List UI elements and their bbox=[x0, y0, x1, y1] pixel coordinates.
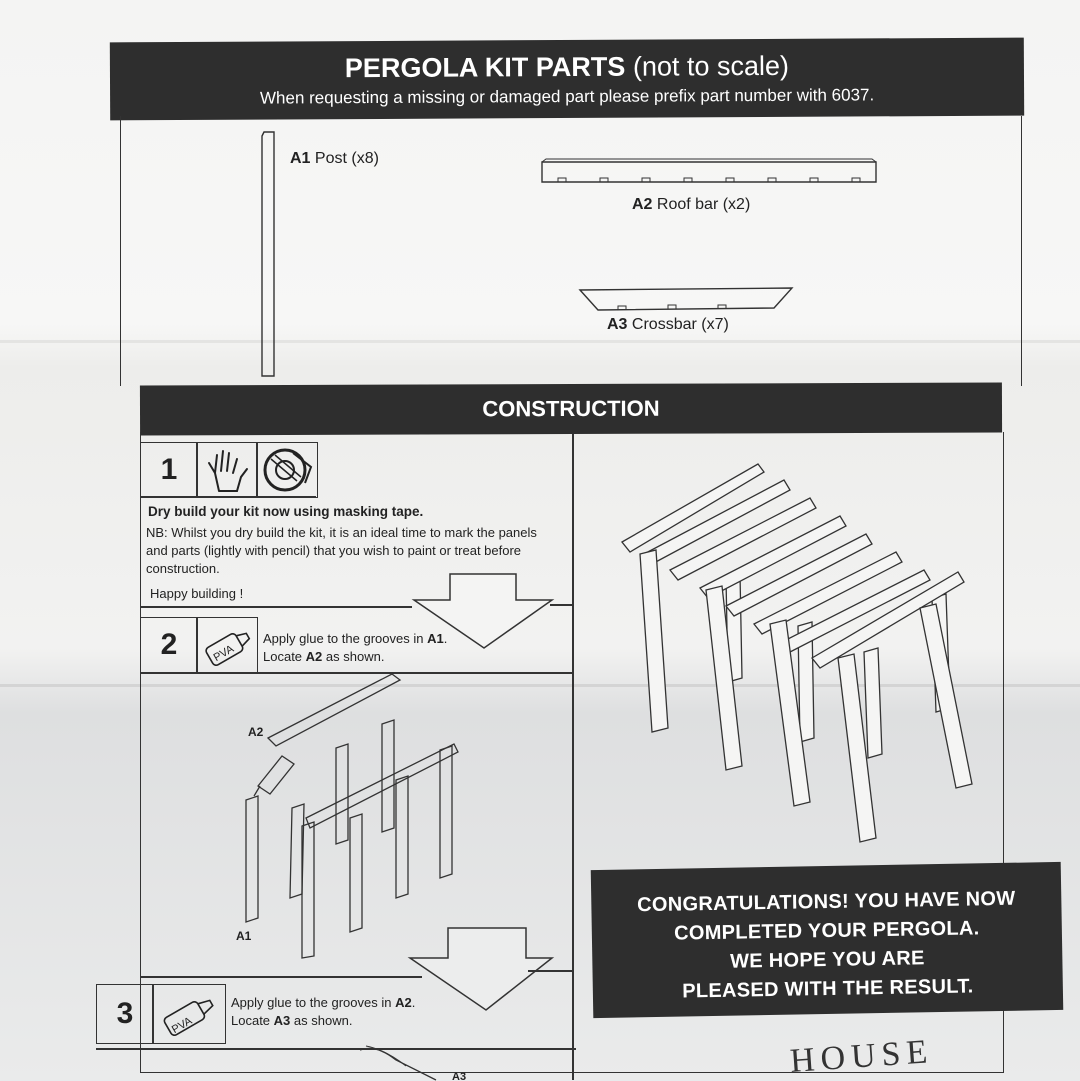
step-3-diagram bbox=[356, 1040, 476, 1080]
congrats-line: COMPLETED YOUR PERGOLA. bbox=[673, 917, 980, 945]
step-1-note: NB: Whilst you dry build the kit, it is an ideal time to mark the panels and parts (lightly with pencil) that you wish to paint or treat before construction. bbox=[146, 525, 537, 576]
step-3-top-rule bbox=[528, 970, 572, 972]
post-drawing bbox=[258, 126, 278, 376]
step-1-bottom-rule bbox=[140, 606, 412, 608]
step-1-number: 1 bbox=[140, 442, 198, 498]
step-1-happy: Happy building ! bbox=[150, 586, 244, 601]
masking-tape-icon bbox=[256, 442, 318, 498]
congratulations-box bbox=[591, 862, 1064, 1018]
part-label-a1: A1 Post (x8) bbox=[290, 150, 379, 167]
part-label-a3: A3 Crossbar (x7) bbox=[607, 316, 729, 333]
step-3-rule bbox=[96, 1048, 576, 1050]
pva-glue-icon bbox=[196, 617, 258, 673]
step-2-number: 2 bbox=[140, 617, 198, 673]
column-divider bbox=[572, 434, 574, 1080]
parts-title: PERGOLA KIT PARTS (not to scale) bbox=[344, 50, 790, 84]
parts-header bbox=[110, 38, 1024, 121]
congrats-line: WE HOPE YOU ARE bbox=[729, 947, 925, 973]
crossbar-drawing bbox=[578, 286, 798, 316]
roof-bar-drawing bbox=[540, 158, 880, 188]
pva-glue-icon bbox=[152, 984, 226, 1044]
congrats-line: CONGRATULATIONS! YOU HAVE NOW bbox=[637, 887, 1016, 917]
part-label-a2: A2 Roof bar (x2) bbox=[632, 196, 751, 213]
svg-text:PVA: PVA bbox=[211, 643, 236, 665]
step-2-text: Apply glue to the grooves in A1. Locate A2 as shown. bbox=[263, 631, 448, 664]
svg-text:PVA: PVA bbox=[169, 1015, 195, 1037]
parts-frame bbox=[120, 116, 1022, 386]
step-1-rule bbox=[140, 496, 316, 498]
diagram-label-a2: A2 bbox=[248, 725, 264, 739]
congrats-line: PLEASED WITH THE RESULT. bbox=[682, 975, 974, 1003]
parts-note: When requesting a missing or damaged part please prefix part number with 6037. bbox=[259, 85, 875, 108]
hand-icon bbox=[196, 442, 258, 498]
step-1-title: Dry build your kit now using masking tape. bbox=[148, 504, 424, 519]
construction-header bbox=[140, 382, 1002, 435]
construction-title: CONSTRUCTION bbox=[482, 395, 660, 422]
step-3-text: Apply glue to the grooves in A2. Locate A3 as shown. bbox=[231, 995, 416, 1028]
step-1-bottom-rule bbox=[550, 604, 572, 606]
pergola-diagram bbox=[614, 458, 984, 848]
step-2-diagram bbox=[232, 668, 462, 958]
diagram-label-a3: A3 bbox=[452, 1071, 467, 1081]
diagram-label-a1: A1 bbox=[236, 929, 252, 943]
step-3-number: 3 bbox=[96, 984, 154, 1044]
step-3-top-rule bbox=[140, 976, 422, 978]
brand-stamp: HOUSE bbox=[788, 1033, 935, 1080]
